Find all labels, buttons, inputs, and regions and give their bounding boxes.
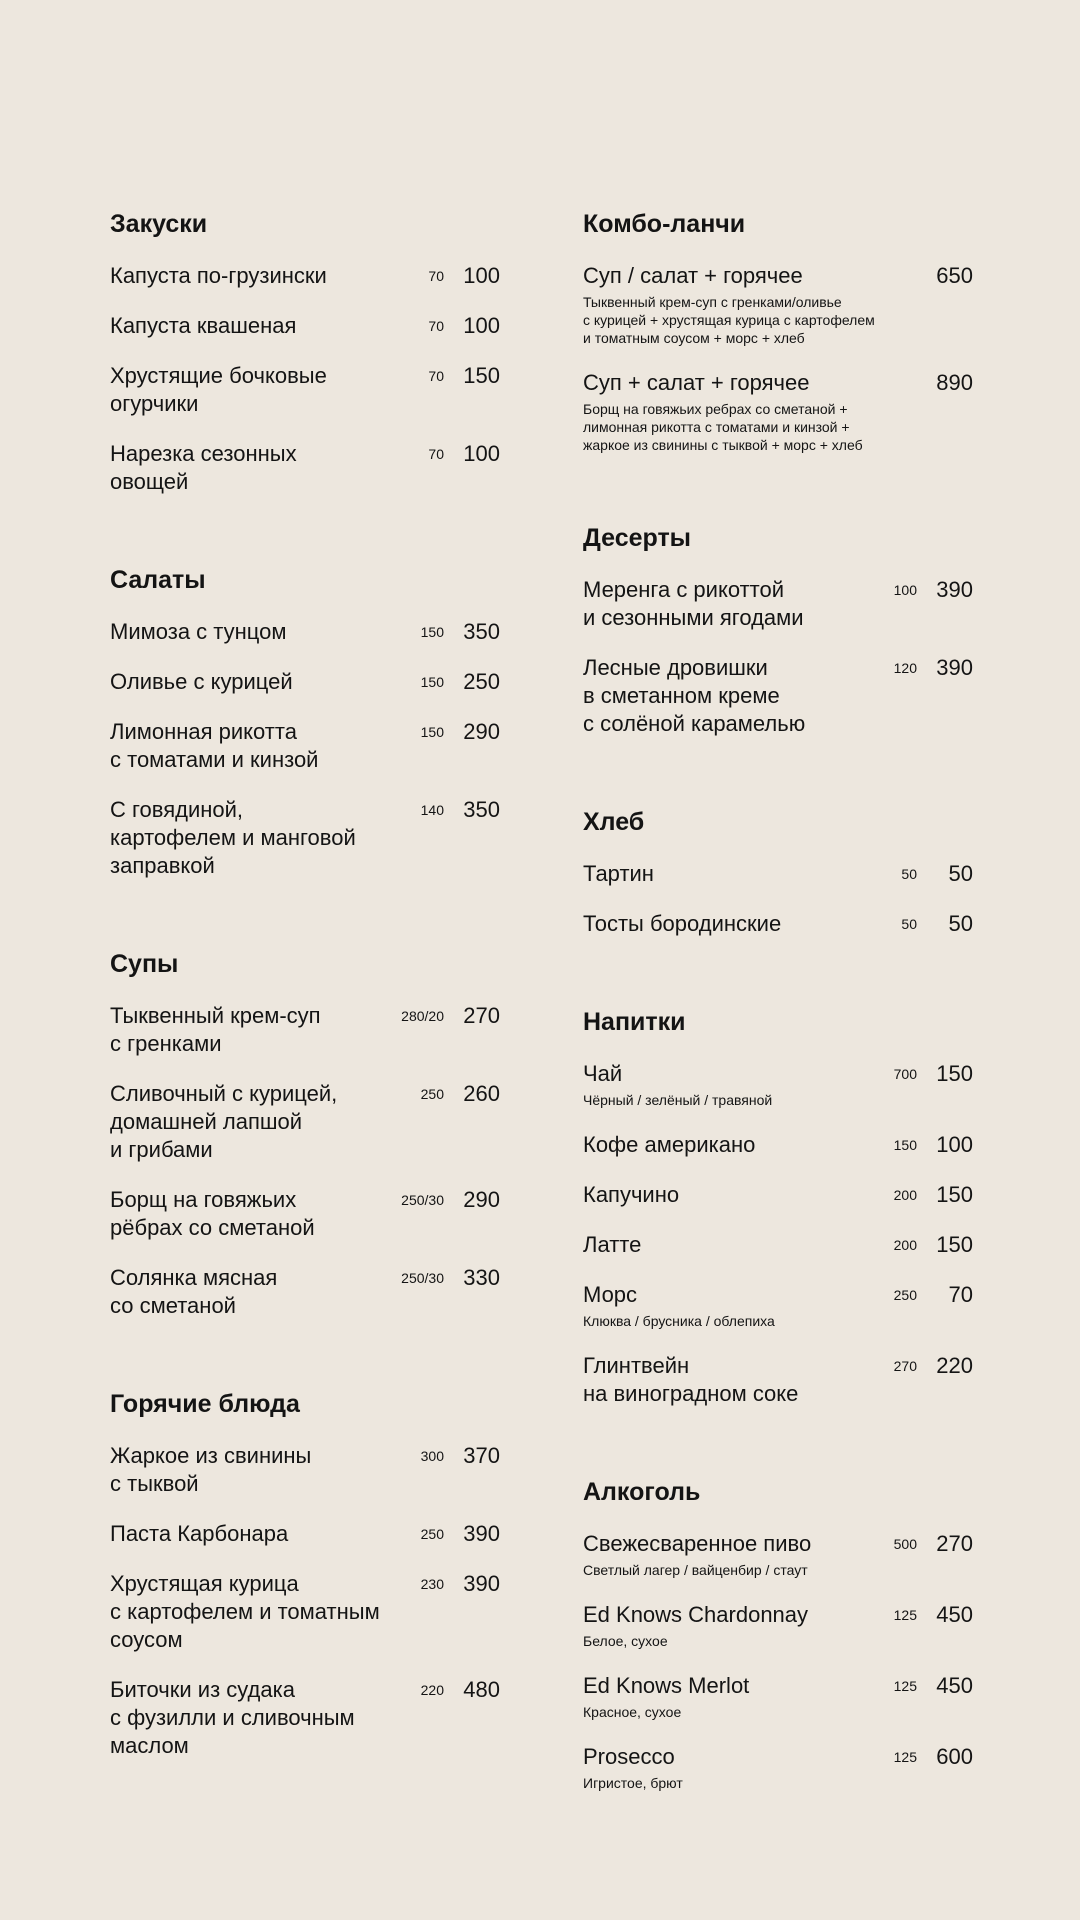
section-title: Закуски bbox=[110, 210, 208, 238]
item-weight: 50 bbox=[901, 866, 917, 882]
item-text bbox=[110, 1570, 415, 1654]
item-weight: 200 bbox=[893, 1187, 917, 1203]
item-weight: 120 bbox=[893, 660, 917, 676]
item-price: 290 bbox=[463, 1187, 500, 1212]
section-title: Комбо-ланчи bbox=[583, 210, 746, 238]
menu-section bbox=[583, 208, 973, 454]
item-weight: 125 bbox=[893, 1607, 917, 1623]
item-name: Суп / салат + горячее bbox=[583, 263, 803, 288]
item-text bbox=[110, 1080, 415, 1164]
item-price: 450 bbox=[936, 1602, 973, 1627]
item-text bbox=[583, 1281, 888, 1330]
section-title: Горячие блюда bbox=[110, 1390, 300, 1418]
item-name: Суп + салат + горячее bbox=[583, 370, 810, 395]
item-name: Биточки из судака с фузилли и сливочным маслом bbox=[110, 1677, 355, 1758]
item-price: 290 bbox=[463, 719, 500, 744]
item-weight: 125 bbox=[893, 1749, 917, 1765]
item-text bbox=[583, 860, 895, 888]
item-price: 450 bbox=[936, 1673, 973, 1698]
menu-item bbox=[110, 796, 500, 880]
item-description: Игристое, брют bbox=[583, 1775, 683, 1791]
menu-item bbox=[583, 1601, 973, 1650]
menu-item bbox=[583, 910, 973, 938]
item-name: Капучино bbox=[583, 1182, 680, 1207]
item-text bbox=[583, 1352, 888, 1408]
menu-item bbox=[583, 1281, 973, 1330]
item-price: 350 bbox=[463, 797, 500, 822]
item-name: Ed Knows Merlot bbox=[583, 1673, 750, 1698]
item-price: 220 bbox=[936, 1353, 973, 1378]
item-text bbox=[583, 1060, 888, 1109]
menu-item bbox=[110, 312, 500, 340]
item-text bbox=[110, 312, 422, 340]
item-text bbox=[110, 668, 415, 696]
item-name: Лесные дровишки в сметанном креме с солёной карамелью bbox=[583, 655, 806, 736]
item-name: Хрустящая курица с картофелем и томатным соусом bbox=[110, 1571, 380, 1652]
item-price: 270 bbox=[936, 1531, 973, 1556]
item-weight: 250/30 bbox=[401, 1192, 444, 1208]
menu-section bbox=[110, 564, 500, 880]
item-weight: 70 bbox=[428, 446, 444, 462]
item-price: 270 bbox=[463, 1003, 500, 1028]
item-weight: 150 bbox=[893, 1137, 917, 1153]
item-description: Чёрный / зелёный / травяной bbox=[583, 1092, 773, 1108]
item-text bbox=[110, 1442, 415, 1498]
item-price: 150 bbox=[936, 1232, 973, 1257]
item-description: Светлый лагер / вайценбир / стаут bbox=[583, 1562, 808, 1578]
section-title: Салаты bbox=[110, 566, 206, 594]
item-description: Борщ на говяжьих ребрах со сметаной + лимонная рикотта с томатами и кинзой + жаркое из свинины с тыквой + морс + хлеб bbox=[583, 401, 863, 453]
menu-item bbox=[583, 576, 973, 632]
item-price: 150 bbox=[936, 1182, 973, 1207]
item-weight: 220 bbox=[420, 1682, 444, 1698]
menu-item bbox=[110, 1080, 500, 1164]
item-name: Морс bbox=[583, 1282, 638, 1307]
item-name: Нарезка сезонных овощей bbox=[110, 441, 297, 494]
menu-item bbox=[110, 668, 500, 696]
item-price: 100 bbox=[463, 263, 500, 288]
menu-item bbox=[110, 1442, 500, 1498]
item-name: Ed Knows Chardonnay bbox=[583, 1602, 809, 1627]
item-description: Клюква / брусника / облепиха bbox=[583, 1313, 775, 1329]
menu-item bbox=[583, 1060, 973, 1109]
item-name: Сливочный с курицей, домашней лапшой и грибами bbox=[110, 1081, 338, 1162]
item-text bbox=[583, 262, 917, 347]
menu-section bbox=[110, 948, 500, 1320]
item-name: Капуста квашеная bbox=[110, 313, 297, 338]
item-price: 150 bbox=[936, 1061, 973, 1086]
item-text bbox=[583, 576, 888, 632]
menu-item bbox=[583, 1131, 973, 1159]
item-weight: 280/20 bbox=[401, 1008, 444, 1024]
item-price: 370 bbox=[463, 1443, 500, 1468]
item-price: 390 bbox=[463, 1571, 500, 1596]
item-weight: 250 bbox=[893, 1287, 917, 1303]
item-price: 390 bbox=[936, 655, 973, 680]
menu-section bbox=[583, 1476, 973, 1792]
item-weight: 150 bbox=[420, 624, 444, 640]
item-weight: 250/30 bbox=[401, 1270, 444, 1286]
item-weight: 150 bbox=[420, 724, 444, 740]
item-name: Глинтвейн на виноградном соке bbox=[583, 1353, 799, 1406]
menu-section bbox=[583, 1006, 973, 1408]
menu-item bbox=[583, 860, 973, 888]
menu-section bbox=[110, 208, 500, 496]
item-weight: 125 bbox=[893, 1678, 917, 1694]
item-price: 390 bbox=[463, 1521, 500, 1546]
item-text bbox=[583, 369, 917, 454]
item-weight: 700 bbox=[893, 1066, 917, 1082]
section-title: Алкоголь bbox=[583, 1478, 701, 1506]
menu-item bbox=[110, 618, 500, 646]
item-name: Prosecco bbox=[583, 1744, 675, 1769]
item-name: Оливье с курицей bbox=[110, 669, 293, 694]
item-weight: 270 bbox=[893, 1358, 917, 1374]
item-weight: 230 bbox=[420, 1576, 444, 1592]
item-price: 50 bbox=[948, 861, 973, 886]
item-text bbox=[583, 1131, 888, 1159]
item-price: 330 bbox=[463, 1265, 500, 1290]
item-name: Свежесваренное пиво bbox=[583, 1531, 812, 1556]
menu-item bbox=[110, 1186, 500, 1242]
item-text bbox=[583, 654, 888, 738]
menu-section bbox=[583, 806, 973, 938]
item-text bbox=[110, 1264, 395, 1320]
item-text bbox=[583, 1530, 888, 1579]
menu-item bbox=[583, 1672, 973, 1721]
item-name: С говядиной, картофелем и манговой заправкой bbox=[110, 797, 356, 878]
menu-item bbox=[110, 1520, 500, 1548]
item-text bbox=[583, 1231, 888, 1259]
item-name: Жаркое из свинины с тыквой bbox=[110, 1443, 312, 1496]
item-price: 480 bbox=[463, 1677, 500, 1702]
section-title: Хлеб bbox=[583, 808, 645, 836]
item-price: 100 bbox=[463, 313, 500, 338]
item-price: 150 bbox=[463, 363, 500, 388]
item-name: Хрустящие бочковые огурчики bbox=[110, 363, 327, 416]
item-text bbox=[583, 1181, 888, 1209]
right-column bbox=[583, 208, 973, 1860]
section-title: Напитки bbox=[583, 1008, 686, 1036]
item-description: Красное, сухое bbox=[583, 1704, 682, 1720]
item-text bbox=[110, 1520, 415, 1548]
item-name: Тыквенный крем-суп с гренками bbox=[110, 1003, 321, 1056]
left-column bbox=[110, 208, 500, 1828]
menu-section bbox=[110, 1388, 500, 1760]
item-name: Паста Карбонара bbox=[110, 1521, 289, 1546]
item-name: Кофе американо bbox=[583, 1132, 756, 1157]
menu-item bbox=[110, 1002, 500, 1058]
item-weight: 150 bbox=[420, 674, 444, 690]
item-text bbox=[110, 1002, 395, 1058]
item-text bbox=[110, 796, 415, 880]
item-name: Капуста по-грузински bbox=[110, 263, 327, 288]
item-weight: 100 bbox=[893, 582, 917, 598]
item-weight: 500 bbox=[893, 1536, 917, 1552]
menu-item bbox=[110, 1264, 500, 1320]
item-text bbox=[110, 1186, 395, 1242]
menu-section bbox=[583, 522, 973, 738]
item-description: Белое, сухое bbox=[583, 1633, 668, 1649]
item-text bbox=[110, 618, 415, 646]
item-text bbox=[583, 1672, 888, 1721]
item-weight: 300 bbox=[420, 1448, 444, 1464]
item-name: Латте bbox=[583, 1232, 642, 1257]
item-price: 70 bbox=[948, 1282, 973, 1307]
item-text bbox=[110, 362, 422, 418]
menu-item bbox=[583, 1181, 973, 1209]
menu-item bbox=[110, 718, 500, 774]
item-name: Тосты бородинские bbox=[583, 911, 782, 936]
menu-item bbox=[583, 262, 973, 347]
menu-item bbox=[110, 362, 500, 418]
item-weight: 200 bbox=[893, 1237, 917, 1253]
menu-item bbox=[110, 1570, 500, 1654]
item-name: Чай bbox=[583, 1061, 623, 1086]
menu-item bbox=[583, 654, 973, 738]
item-text bbox=[110, 1676, 415, 1760]
item-name: Борщ на говяжьих рёбрах со сметаной bbox=[110, 1187, 315, 1240]
item-description: Тыквенный крем-суп с гренками/оливье с курицей + хрустящая курица с картофелем и томатным соусом + морс + хлеб bbox=[583, 294, 875, 346]
item-price: 260 bbox=[463, 1081, 500, 1106]
item-text bbox=[583, 1743, 888, 1792]
item-text bbox=[110, 440, 422, 496]
menu-item bbox=[583, 1743, 973, 1792]
item-weight: 70 bbox=[428, 318, 444, 334]
item-weight: 250 bbox=[420, 1086, 444, 1102]
item-price: 600 bbox=[936, 1744, 973, 1769]
item-weight: 140 bbox=[420, 802, 444, 818]
item-weight: 70 bbox=[428, 368, 444, 384]
item-text bbox=[110, 262, 422, 290]
item-text bbox=[583, 910, 895, 938]
section-title: Десерты bbox=[583, 524, 692, 552]
menu-item bbox=[110, 262, 500, 290]
item-text bbox=[583, 1601, 888, 1650]
item-weight: 50 bbox=[901, 916, 917, 932]
item-name: Меренга с рикоттой и сезонными ягодами bbox=[583, 577, 804, 630]
item-price: 390 bbox=[936, 577, 973, 602]
item-weight: 250 bbox=[420, 1526, 444, 1542]
menu-item bbox=[110, 1676, 500, 1760]
item-price: 890 bbox=[936, 370, 973, 395]
item-price: 50 bbox=[948, 911, 973, 936]
item-name: Тартин bbox=[583, 861, 654, 886]
section-title: Супы bbox=[110, 950, 179, 978]
item-name: Лимонная рикотта с томатами и кинзой bbox=[110, 719, 319, 772]
item-text bbox=[110, 718, 415, 774]
menu-item bbox=[583, 1352, 973, 1408]
item-price: 650 bbox=[936, 263, 973, 288]
menu-item bbox=[583, 369, 973, 454]
item-price: 100 bbox=[936, 1132, 973, 1157]
item-name: Мимоза с тунцом bbox=[110, 619, 287, 644]
menu-item bbox=[583, 1530, 973, 1579]
item-name: Солянка мясная со сметаной bbox=[110, 1265, 278, 1318]
item-price: 350 bbox=[463, 619, 500, 644]
menu-item bbox=[583, 1231, 973, 1259]
menu-item bbox=[110, 440, 500, 496]
item-price: 100 bbox=[463, 441, 500, 466]
item-price: 250 bbox=[463, 669, 500, 694]
item-weight: 70 bbox=[428, 268, 444, 284]
